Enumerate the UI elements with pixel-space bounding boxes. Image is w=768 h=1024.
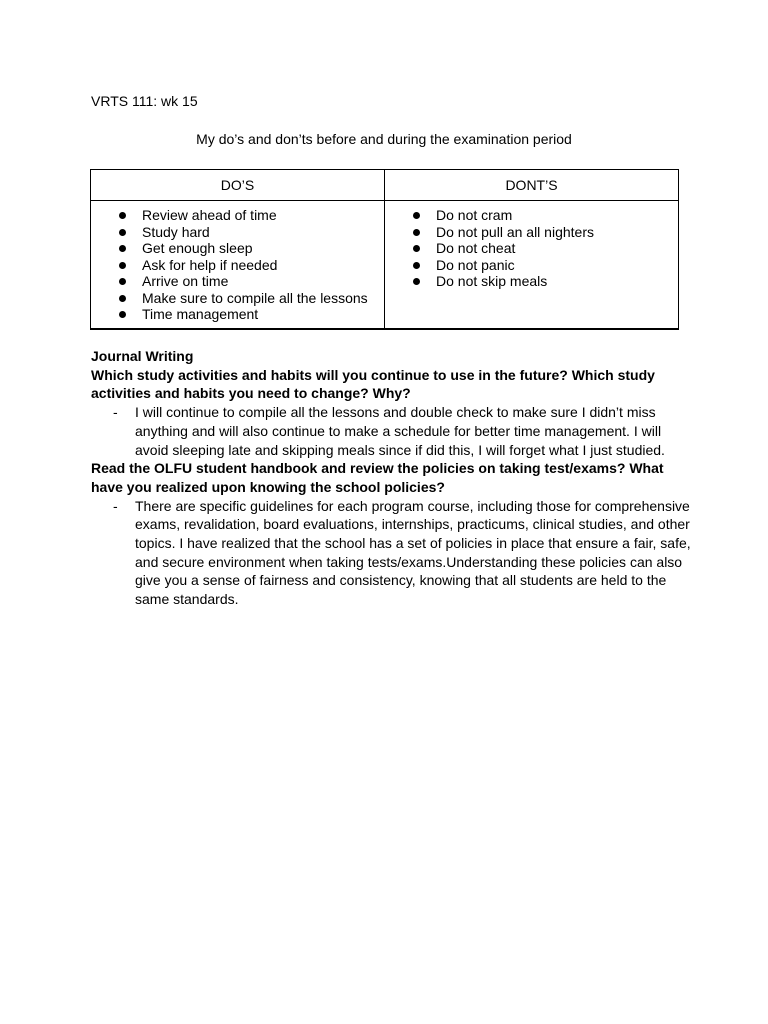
- list-item: [91, 240, 384, 257]
- donts-header: DONT’S: [385, 170, 679, 201]
- bullet-icon: [413, 262, 420, 269]
- list-item-text: Arrive on time: [142, 273, 229, 289]
- list-item: [91, 207, 384, 224]
- bullet-icon: [119, 295, 126, 302]
- list-item-text: Study hard: [142, 223, 210, 240]
- dos-list: [91, 207, 384, 323]
- list-item: [91, 224, 384, 241]
- page-title: My do’s and don’ts before and during the examination period: [196, 131, 572, 147]
- bullet-icon: [413, 212, 420, 219]
- list-item-text: Get enough sleep: [142, 240, 253, 256]
- bullet-icon: [119, 262, 126, 269]
- bullet-icon: [119, 311, 126, 318]
- dos-donts-table: [90, 169, 679, 330]
- table-row: [91, 201, 679, 330]
- answer-1-text: I will continue to compile all the lessons and double check to make sure I didn’t miss anything and will also continue to make a schedule for better time management. I will avoid sleeping late and skipping meals since if did this, I will forget what I just studied.: [135, 404, 665, 458]
- table-header-row: [91, 170, 679, 201]
- list-item: [385, 240, 678, 257]
- list-item: [385, 273, 678, 290]
- dos-header: DO’S: [91, 170, 385, 201]
- dos-cell: [91, 201, 385, 330]
- list-item: [91, 257, 384, 274]
- bullet-icon: [119, 212, 126, 219]
- dash-marker: -: [113, 404, 118, 421]
- journal-heading: Journal Writing: [91, 348, 194, 364]
- bullet-icon: [119, 278, 126, 285]
- list-item-text: Review ahead of time: [142, 207, 277, 223]
- donts-cell: [385, 201, 679, 330]
- list-item-text: Make sure to compile all the lessons: [142, 289, 368, 306]
- answer-1: [91, 403, 691, 459]
- list-item-text: Do not panic: [436, 256, 515, 273]
- answer-2: [91, 497, 691, 609]
- bullet-icon: [119, 245, 126, 252]
- question-1: Which study activities and habits will you continue to use in the future? Which study activities and habits you need to change? Why?: [91, 366, 655, 402]
- course-label: VRTS 111: wk 15: [91, 93, 198, 109]
- dash-marker: -: [113, 497, 118, 514]
- list-item: [91, 273, 384, 290]
- bullet-icon: [119, 229, 126, 236]
- question-2: Read the OLFU student handbook and review the policies on taking test/exams? What have you realized upon knowing the school policies?: [91, 460, 664, 495]
- list-item-text: Do not skip meals: [436, 273, 548, 289]
- bullet-icon: [413, 245, 420, 252]
- bullet-icon: [413, 278, 420, 285]
- list-item: [91, 290, 384, 307]
- list-item-text: Ask for help if needed: [142, 256, 278, 273]
- journal-section: [91, 347, 691, 609]
- list-item: [91, 306, 384, 323]
- bullet-icon: [413, 229, 420, 236]
- list-item: [385, 257, 678, 274]
- list-item: [385, 207, 678, 224]
- list-item-text: Do not pull an all nighters: [436, 223, 594, 240]
- list-item: [385, 224, 678, 241]
- list-item-text: Do not cram: [436, 207, 513, 223]
- donts-list: [385, 207, 678, 290]
- list-item-text: Do not cheat: [436, 240, 516, 256]
- answer-2-text: There are specific guidelines for each program course, including those for comprehensive exams, revalidation, board evaluations, internships, practicums, clinical studies, and other topics. I have realized that the school has a set of policies in place that ensure a fair, safe, and secure environment when taking tests/exams.Understanding these policies can also give you a sense of fairness and consistency, knowing that all students are held to the same standards.: [135, 497, 691, 608]
- list-item-text: Time management: [142, 306, 259, 322]
